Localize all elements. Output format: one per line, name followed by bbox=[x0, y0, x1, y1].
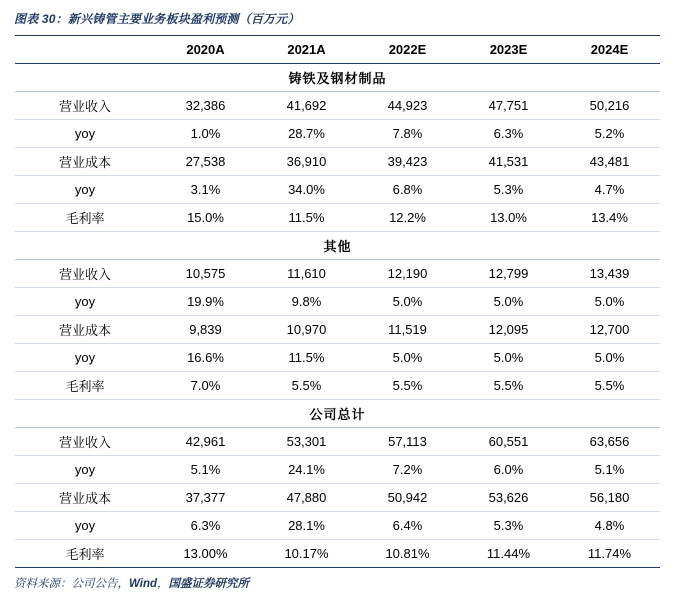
row-label: 营业成本 bbox=[15, 484, 155, 512]
cell: 11.5% bbox=[256, 204, 357, 232]
cell: 43,481 bbox=[559, 148, 660, 176]
cell: 39,423 bbox=[357, 148, 458, 176]
cell: 10.81% bbox=[385, 546, 430, 561]
table-row bbox=[15, 176, 660, 204]
cell: 9,839 bbox=[155, 316, 256, 344]
cell: 11,519 bbox=[357, 316, 458, 344]
row-label: 毛利率 bbox=[15, 372, 155, 400]
table-header-2021a: 2021A bbox=[256, 36, 357, 64]
source-prefix: 资料来源：公司公告， bbox=[14, 578, 129, 590]
cell: 5.2% bbox=[559, 120, 660, 148]
cell: 5.1% bbox=[155, 456, 256, 484]
cell: 10,575 bbox=[155, 260, 256, 288]
row-label: 营业收入 bbox=[15, 92, 155, 120]
table-row bbox=[15, 372, 660, 400]
row-label: yoy bbox=[15, 456, 155, 484]
cell: 34.0% bbox=[256, 176, 357, 204]
table-row bbox=[15, 288, 660, 316]
row-label: yoy bbox=[15, 176, 155, 204]
table-header-row bbox=[15, 36, 660, 64]
cell: 60,551 bbox=[458, 428, 559, 456]
row-label: yoy bbox=[15, 344, 155, 372]
cell: 11.44% bbox=[486, 546, 531, 561]
cell: 15.0% bbox=[155, 204, 256, 232]
cell: 11.74% bbox=[587, 546, 632, 561]
cell: 28.7% bbox=[256, 120, 357, 148]
cell: 50,942 bbox=[357, 484, 458, 512]
cell: 50,216 bbox=[559, 92, 660, 120]
table-row bbox=[15, 512, 660, 540]
cell: 42,961 bbox=[155, 428, 256, 456]
section-header-row bbox=[15, 400, 660, 428]
table-header-2022e: 2022E bbox=[357, 36, 458, 64]
cell: 16.6% bbox=[155, 344, 256, 372]
cell: 5.5% bbox=[458, 372, 559, 400]
cell: 5.0% bbox=[458, 344, 559, 372]
figure-caption-text: 新兴铸管主要业务板块盈利预测（百万元） bbox=[67, 12, 300, 26]
cell: 10,970 bbox=[256, 316, 357, 344]
cell: 1.0% bbox=[155, 120, 256, 148]
table-header-2023e: 2023E bbox=[458, 36, 559, 64]
cell: 32,386 bbox=[155, 92, 256, 120]
cell: 41,531 bbox=[458, 148, 559, 176]
cell: 27,538 bbox=[155, 148, 256, 176]
cell: 63,656 bbox=[559, 428, 660, 456]
section-title-0: 铸铁及钢材制品 bbox=[15, 64, 660, 92]
cell: 3.1% bbox=[155, 176, 256, 204]
table-header-2024e: 2024E bbox=[559, 36, 660, 64]
table-row bbox=[15, 260, 660, 288]
cell: 44,923 bbox=[357, 92, 458, 120]
cell: 12,799 bbox=[458, 260, 559, 288]
cell: 36,910 bbox=[256, 148, 357, 176]
table-row bbox=[15, 120, 660, 148]
table-row bbox=[15, 204, 660, 232]
cell: 13,439 bbox=[559, 260, 660, 288]
cell: 56,180 bbox=[559, 484, 660, 512]
financial-forecast-table bbox=[15, 35, 660, 567]
cell: 13.0% bbox=[458, 204, 559, 232]
cell: 12,190 bbox=[357, 260, 458, 288]
cell: 6.3% bbox=[458, 120, 559, 148]
row-label: 营业成本 bbox=[15, 316, 155, 344]
cell: 5.0% bbox=[559, 344, 660, 372]
table-header-2020a: 2020A bbox=[155, 36, 256, 64]
table-row bbox=[15, 92, 660, 120]
cell: 53,626 bbox=[458, 484, 559, 512]
cell: 4.8% bbox=[559, 512, 660, 540]
section-header-row bbox=[15, 64, 660, 92]
cell: 12,700 bbox=[559, 316, 660, 344]
cell: 19.9% bbox=[155, 288, 256, 316]
cell: 10.17% bbox=[284, 546, 329, 561]
source-organization: 国盛证券研究所 bbox=[168, 578, 249, 590]
cell: 7.0% bbox=[155, 372, 256, 400]
cell: 4.7% bbox=[559, 176, 660, 204]
figure-caption-number: 图表 30： bbox=[14, 12, 68, 26]
cell: 6.3% bbox=[155, 512, 256, 540]
cell: 5.0% bbox=[458, 288, 559, 316]
source-separator: ， bbox=[157, 578, 169, 590]
row-label: yoy bbox=[15, 512, 155, 540]
cell: 11,610 bbox=[256, 260, 357, 288]
table-row bbox=[15, 148, 660, 176]
cell: 5.5% bbox=[559, 372, 660, 400]
cell: 5.5% bbox=[256, 372, 357, 400]
row-label: 营业成本 bbox=[15, 148, 155, 176]
cell: 7.8% bbox=[357, 120, 458, 148]
row-label: 毛利率 bbox=[65, 547, 105, 562]
figure-caption bbox=[0, 0, 675, 35]
cell: 5.0% bbox=[559, 288, 660, 316]
cell: 6.0% bbox=[458, 456, 559, 484]
row-label: yoy bbox=[15, 120, 155, 148]
row-label: 营业收入 bbox=[15, 428, 155, 456]
cell: 11.5% bbox=[256, 344, 357, 372]
cell: 5.3% bbox=[458, 512, 559, 540]
cell: 13.00% bbox=[183, 546, 228, 561]
cell: 53,301 bbox=[256, 428, 357, 456]
cell: 12,095 bbox=[458, 316, 559, 344]
cell: 5.3% bbox=[458, 176, 559, 204]
cell: 13.4% bbox=[559, 204, 660, 232]
section-title-2: 公司总计 bbox=[15, 400, 660, 428]
cell: 47,880 bbox=[256, 484, 357, 512]
cell: 7.2% bbox=[357, 456, 458, 484]
cell: 5.0% bbox=[357, 288, 458, 316]
figure-source bbox=[0, 568, 675, 591]
section-header-row bbox=[15, 232, 660, 260]
table-row bbox=[15, 316, 660, 344]
cell: 5.5% bbox=[357, 372, 458, 400]
cell: 12.2% bbox=[357, 204, 458, 232]
table-row bbox=[15, 484, 660, 512]
table-row bbox=[15, 344, 660, 372]
row-label: 毛利率 bbox=[15, 204, 155, 232]
row-label: 营业收入 bbox=[15, 260, 155, 288]
table-row bbox=[15, 456, 660, 484]
cell: 5.0% bbox=[357, 344, 458, 372]
table-row bbox=[15, 540, 660, 568]
cell: 5.1% bbox=[559, 456, 660, 484]
source-wind: Wind bbox=[129, 578, 157, 590]
cell: 37,377 bbox=[155, 484, 256, 512]
table-row bbox=[15, 428, 660, 456]
cell: 41,692 bbox=[256, 92, 357, 120]
cell: 6.8% bbox=[357, 176, 458, 204]
row-label: yoy bbox=[15, 288, 155, 316]
table-header-corner bbox=[15, 36, 155, 64]
cell: 24.1% bbox=[256, 456, 357, 484]
section-title-1: 其他 bbox=[15, 232, 660, 260]
cell: 28.1% bbox=[256, 512, 357, 540]
cell: 47,751 bbox=[458, 92, 559, 120]
cell: 57,113 bbox=[357, 428, 458, 456]
cell: 6.4% bbox=[357, 512, 458, 540]
cell: 9.8% bbox=[256, 288, 357, 316]
